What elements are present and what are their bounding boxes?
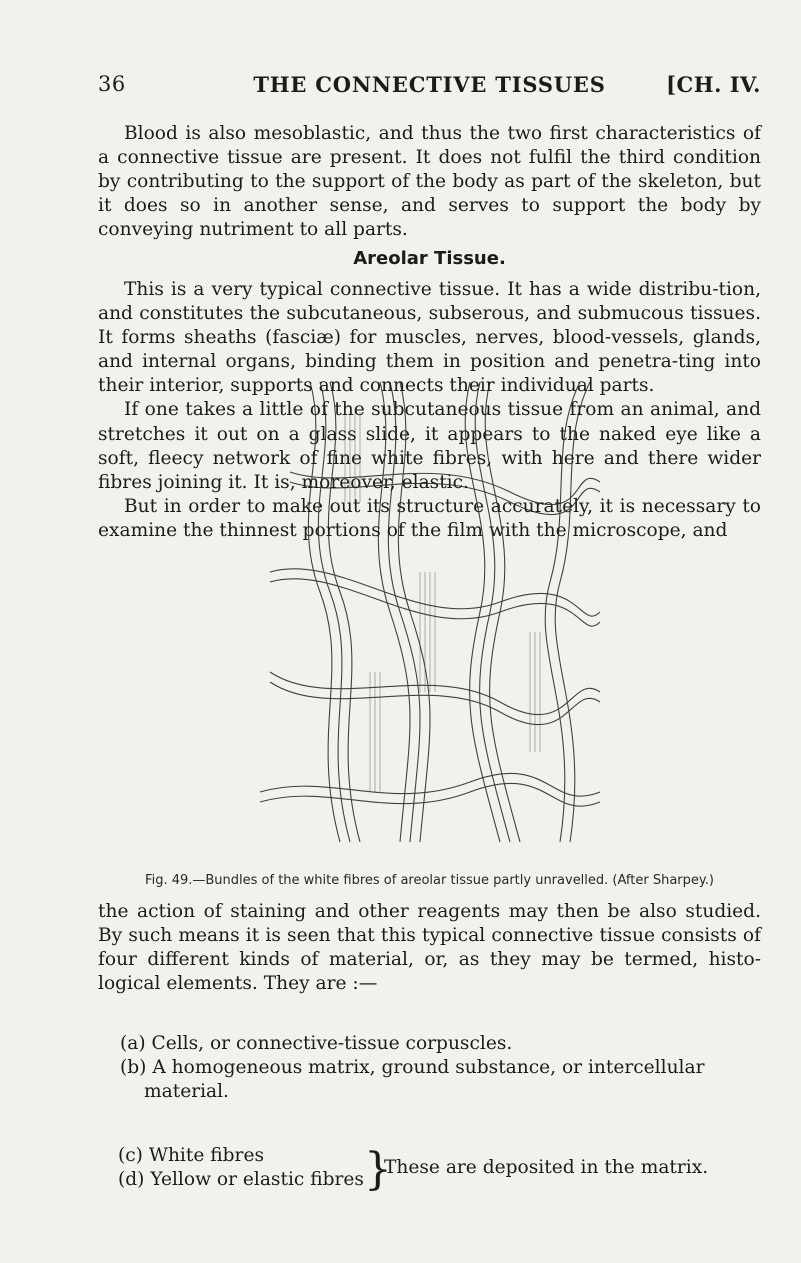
- figure-areolar-tissue: [250, 372, 606, 862]
- list-item: (a) Cells, or connective-tissue corpuscles.: [120, 1033, 513, 1054]
- paragraph: This is a very typical connective tissue. It has a wide distribu-tion, and constitutes the subcutaneous, subserous, and submucous tissues. It forms sheaths (fasciæ) for muscles, nerves, blood-vessels, glands, and internal organs, binding them in position and penetra-ting into their interior, supports and connects their individual parts.: [98, 279, 761, 397]
- post-figure-text: [98, 900, 761, 996]
- list-item-continuation: material.: [144, 1081, 229, 1103]
- bracketed-items: [118, 1144, 768, 1196]
- brace-note: These are deposited in the matrix.: [384, 1157, 709, 1178]
- fibre-bundles-illustration: [250, 372, 606, 862]
- brace-glyph: }: [364, 1144, 392, 1195]
- histological-elements-list: [98, 1032, 761, 1104]
- list-item: (d) Yellow or elastic fibres: [118, 1169, 364, 1190]
- paragraph: But in order to make out its structure accurately, it is necessary to examine the thinnest portions of the film with the microscope, and: [98, 495, 761, 541]
- running-header: [98, 72, 761, 108]
- page-number: 36: [98, 72, 126, 96]
- paragraph: the action of staining and other reagents may then be also studied. By such means it is seen that this typical connective tissue consists of four different kinds of material, or, as they may be termed, histo-logical elements. They are :—: [98, 901, 761, 995]
- paragraph: Blood is also mesoblastic, and thus the two first characteristics of a connective tissue are present. It does not fulfil the third condition by contributing to the support of the body as part of the skeleton, but it does so in another sense, and serves to support the body by conveying nutriment to all parts.: [98, 123, 761, 241]
- paragraph: If one takes a little of the subcutaneous tissue from an animal, and stretches it out on a glass slide, it appears to the naked eye like a soft, fleecy network of fine white fibres, with here and there wider fibres joining it. It is, moreover, elastic.: [98, 399, 761, 493]
- list-item: (c) White fibres: [118, 1145, 264, 1166]
- running-title: THE CONNECTIVE TISSUES: [253, 72, 606, 97]
- list-item: (b) A homogeneous matrix, ground substance, or intercellular: [120, 1057, 705, 1079]
- intro-text: [98, 122, 761, 242]
- section-heading: Areolar Tissue.: [353, 248, 506, 269]
- figure-caption: Fig. 49.—Bundles of the white fibres of areolar tissue partly unravelled. (After Sharpey.): [145, 873, 714, 888]
- chapter-label: [CH. IV.: [666, 72, 761, 97]
